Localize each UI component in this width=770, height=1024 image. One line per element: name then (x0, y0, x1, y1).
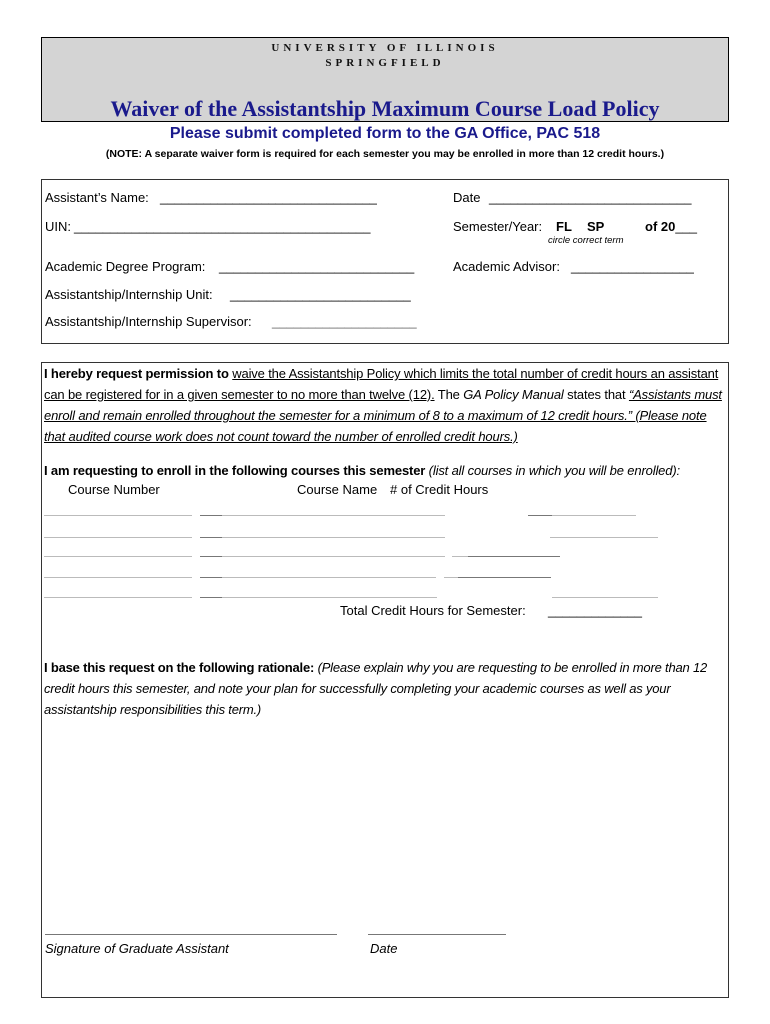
semester-option-fall[interactable]: FL (556, 219, 572, 234)
course-request-hint: (list all courses in which you will be enrolled): (428, 463, 680, 478)
course-name-field-start[interactable] (200, 556, 222, 557)
policy-quote: “Assistants must enroll and remain enrolled throughout the semester for a minimum of 8 to a maximum of 12 credit hours.” (Please note that audited course work does not count toward the number of enrolled credit hours.) (44, 387, 722, 444)
credit-hours-field[interactable] (550, 537, 658, 538)
total-credit-hours-label: Total Credit Hours for Semester: (340, 603, 526, 618)
course-number-field[interactable] (44, 597, 192, 598)
circle-term-hint: circle correct term (548, 235, 624, 246)
policy-statement: waive the Assistantship Policy which limits the total number of credit hours an assistant can be registered for in a given semester to no more than twelve (12). (44, 366, 719, 402)
course-number-field[interactable] (44, 537, 192, 538)
course-name-field[interactable] (222, 577, 436, 578)
credit-hours-field[interactable] (468, 556, 560, 557)
request-lead: I hereby request permission to (44, 366, 229, 381)
form-note: (NOTE: A separate waiver form is required for each semester you may be enrolled in more than 12 credit hours.) (105, 148, 665, 160)
academic-advisor-field[interactable]: _________________ (571, 259, 694, 274)
course-number-field[interactable] (44, 577, 192, 578)
request-paragraph (44, 363, 728, 447)
signature-field[interactable] (45, 934, 337, 935)
credit-hours-field[interactable] (458, 577, 551, 578)
course-name-field[interactable] (222, 515, 445, 516)
date-field[interactable]: ____________________________ (489, 190, 692, 205)
assistantship-unit-field[interactable]: _________________________ (230, 287, 411, 302)
assistant-name-field[interactable]: ______________________________ (160, 190, 377, 205)
rationale-lead: I base this request on the following rationale: (44, 660, 315, 675)
year-field[interactable]: ___ (675, 219, 698, 234)
course-name-field[interactable] (222, 597, 437, 598)
credit-hours-field[interactable] (552, 597, 658, 598)
policy-the: The (437, 387, 460, 402)
header-banner (41, 37, 729, 122)
course-number-field[interactable] (44, 556, 192, 557)
credit-hours-field-start[interactable] (444, 577, 458, 578)
year-label (645, 219, 697, 234)
ga-policy-manual: GA Policy Manual (463, 387, 564, 402)
rationale-paragraph (44, 657, 728, 720)
form-title: Waiver of the Assistantship Maximum Course Load Policy (110, 96, 660, 121)
credit-hours-field-start[interactable] (528, 515, 552, 516)
credit-hours-field-start[interactable] (452, 556, 468, 557)
rationale-instructions: (Please explain why you are requesting to be enrolled in more than 12 credit hours this semester, and note your plan for successfully completing your academic courses as well as your assistantship responsibilities this term.) (44, 660, 708, 717)
course-request-lead: I am requesting to enroll in the following courses this semester (44, 463, 426, 478)
course-name-field[interactable] (222, 537, 445, 538)
degree-program-field[interactable]: ___________________________ (219, 259, 415, 274)
assistantship-supervisor-field[interactable]: ____________________ (272, 314, 417, 329)
signature-date-label: Date (370, 941, 398, 956)
total-credit-hours-field[interactable]: _____________ (548, 603, 642, 618)
course-number-field[interactable] (44, 515, 192, 516)
university-name: UNIVERSITY OF ILLINOIS (271, 42, 499, 54)
assistant-name-label: Assistant’s Name: (45, 190, 149, 205)
degree-program-label: Academic Degree Program: (45, 259, 206, 274)
uin-field[interactable]: _________________________________________ (74, 219, 371, 234)
signature-label: Signature of Graduate Assistant (45, 941, 229, 956)
course-name-field-start[interactable] (200, 597, 222, 598)
semester-year-label: Semester/Year: (453, 219, 543, 234)
policy-states: states that (567, 387, 626, 402)
column-credit-hours: # of Credit Hours (390, 482, 489, 497)
year-prefix: of 20 (645, 219, 676, 234)
date-label: Date (453, 190, 481, 205)
course-name-field-start[interactable] (200, 577, 222, 578)
academic-advisor-label: Academic Advisor: (453, 259, 560, 274)
course-name-field-start[interactable] (200, 537, 222, 538)
course-name-field-start[interactable] (200, 515, 222, 516)
signature-date-field[interactable] (368, 934, 506, 935)
column-course-number: Course Number (68, 482, 160, 497)
course-name-field[interactable] (222, 556, 445, 557)
column-course-name: Course Name (297, 482, 378, 497)
campus-name: SPRINGFIELD (325, 57, 445, 69)
assistantship-supervisor-label: Assistantship/Internship Supervisor: (45, 314, 252, 329)
semester-option-spring[interactable]: SP (587, 219, 605, 234)
course-request-intro (44, 460, 728, 481)
assistantship-unit-label: Assistantship/Internship Unit: (45, 287, 213, 302)
uin-label: UIN: (45, 219, 71, 234)
submission-instruction: Please submit completed form to the GA Office, PAC 518 (169, 125, 601, 142)
credit-hours-field[interactable] (552, 515, 636, 516)
